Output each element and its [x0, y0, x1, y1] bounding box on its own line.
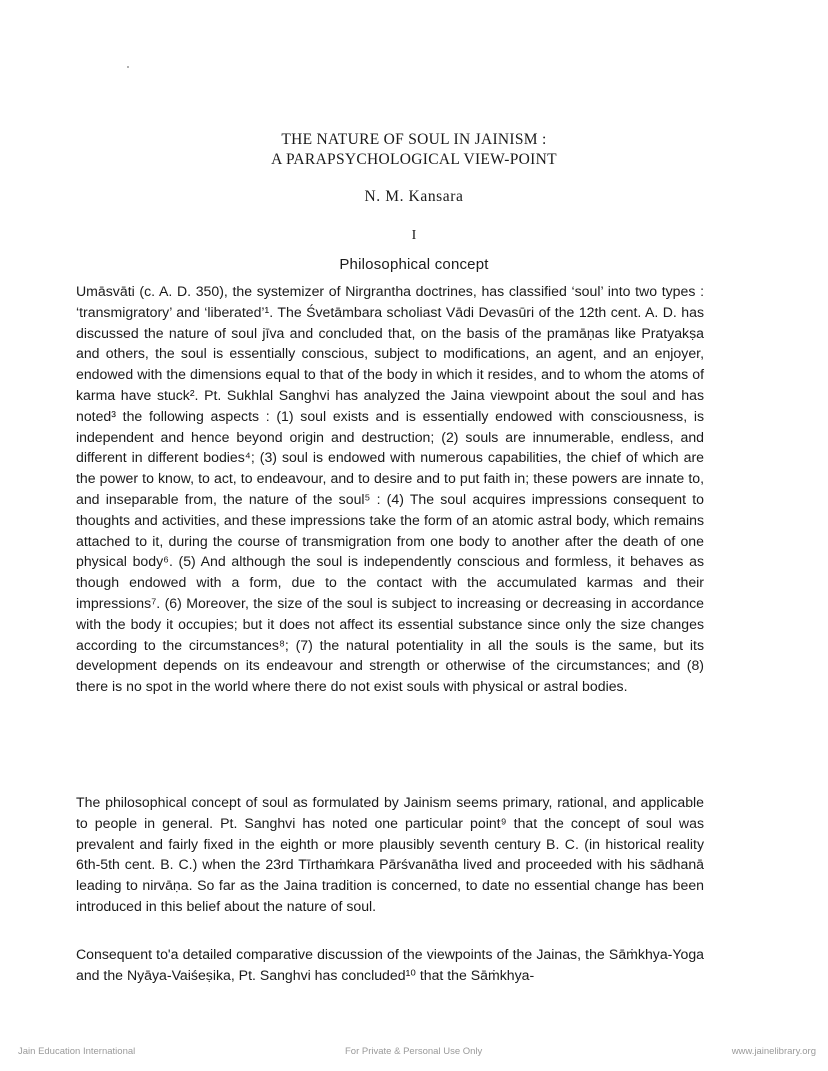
section-heading: Philosophical concept	[339, 256, 489, 273]
article-title-line-1: THE NATURE OF SOUL IN JAINISM :	[281, 131, 547, 148]
scan-speck	[127, 66, 129, 68]
paragraph-2: The philosophical concept of soul as formulated by Jainism seems primary, rational, and applicable to people in general. Pt. Sanghvi has noted one particular point⁹ that the concept of soul was prevalent and fairly fixed in the eighth or more plausibly seventh century B. C. (in historical reality 6th-5th cent. B. C.) when the 23rd Tīrthaṁkara Pārśvanātha lived and proceeded with his sādhanā leading to nirvāṇa. So far as the Jaina tradition is concerned, to date no essential change has been introduced in this belief about the nature of soul.	[76, 794, 704, 914]
footer-center: For Private & Personal Use Only	[345, 1046, 483, 1057]
paragraph-3: Consequent to'a detailed comparative discussion of the viewpoints of the Jainas, the Sāṁkhya-Yoga and the Nyāya-Vaiśeṣika, Pt. Sanghvi has concluded¹⁰ that the Sāṁkhya-	[76, 946, 704, 983]
footer-left: Jain Education International	[18, 1046, 136, 1057]
article-title-line-2: A PARAPSYCHOLOGICAL VIEW-POINT	[271, 151, 557, 168]
section-number: I	[411, 228, 417, 243]
paragraph-1: Umāsvāti (c. A. D. 350), the systemizer of Nirgrantha doctrines, has classified ‘soul’ into two types : ‘transmigratory’ and ‘liberated’¹. The Śvetāmbara scholiast Vādi Devasūri of the 12th cent. A. D. has discussed the nature of soul jīva and concluded that, on the basis of the pramāṇas like Pratyakṣa and others, the soul is essentially conscious, subject to modifications, an agent, and an enjoyer, endowed with the dimensions equal to that of the body in which it resides, and to whom the atoms of karma have stuck². Pt. Sukhlal Sanghvi has analyzed the Jaina viewpoint about the soul and has noted³ the following aspects : (1) soul exists and is essentially endowed with consciousness, is independent and hence beyond origin and destruction; (2) souls are innumerable, endless, and different in different bodies⁴; (3) soul is endowed with numerous capabilities, the chief of which are the power to know, to act, to endeavour, and to desire and to put faith in; these powers are innate to, and inseparable from, the nature of the soul⁵ : (4) The soul acquires impressions consequent to thoughts and activities, and these impressions take the form of an atomic astral body, which remains attached to it, during the course of transmigration from one body to another after the death of one physical body⁶. (5) And although the soul is independently conscious and formless, it behaves as though endowed with a form, due to the contact with the accumulated karmas and their impressions⁷. (6) Moreover, the size of the soul is subject to increasing or decreasing in accordance with the body it occupies; but it does not affect its essential substance since only the size changes according to the circumstances⁸; (7) the natural potentiality in all the souls is the same, but its development depends on its endeavour and strength or otherwise of the circumstances; and (8) there is no spot in the world where there do not exist souls with physical or astral bodies.	[76, 283, 704, 695]
footer-right-link[interactable]: www.jainelibrary.org	[731, 1046, 816, 1057]
author-name: N. M. Kansara	[364, 188, 464, 205]
